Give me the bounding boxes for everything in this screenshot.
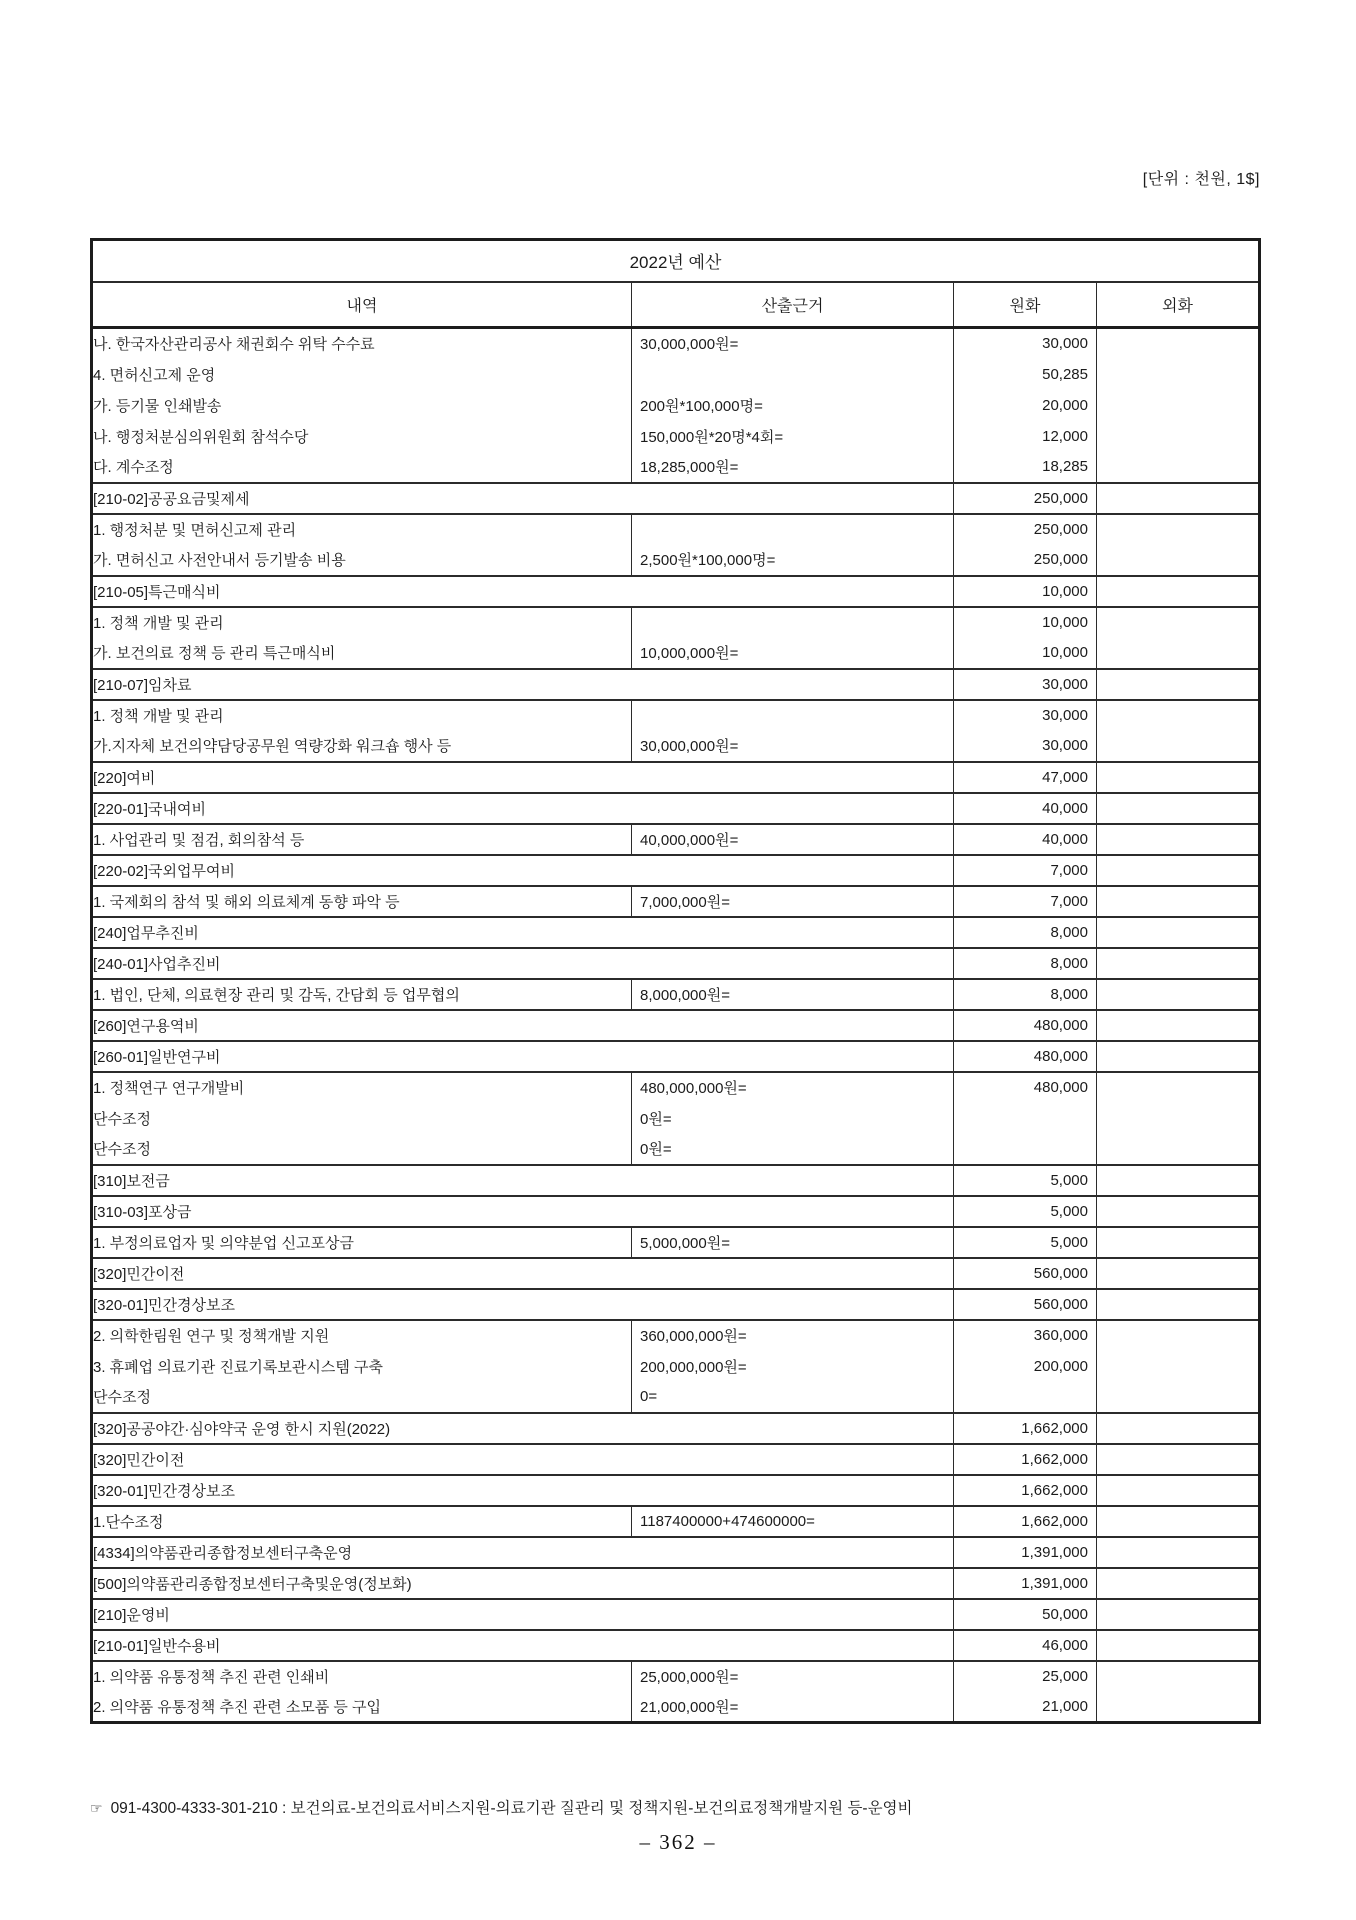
fx-amount-cell	[1097, 979, 1260, 1010]
calc-basis-cell: 150,000원*20명*4회=	[632, 421, 954, 452]
table-row	[92, 1041, 1260, 1072]
table-row	[92, 1351, 1260, 1382]
detail-row-group	[92, 824, 1260, 855]
krw-amount-cell: 10,000	[954, 638, 1097, 669]
table-row	[92, 1475, 1260, 1506]
fx-amount-cell	[1097, 1134, 1260, 1165]
item-name-cell: 1. 국제회의 참석 및 해외 의료체계 동향 파악 등	[92, 886, 632, 917]
fx-amount-cell	[1097, 1506, 1260, 1537]
unit-label: [단위 : 천원, 1$]	[1142, 171, 1260, 188]
krw-amount-cell: 20,000	[954, 390, 1097, 421]
krw-amount-cell: 21,000	[954, 1692, 1097, 1723]
item-name-cell: [240]업무추진비	[92, 917, 954, 948]
krw-amount-cell: 8,000	[954, 979, 1097, 1010]
krw-amount-cell: 1,662,000	[954, 1475, 1097, 1506]
table-row	[92, 1692, 1260, 1723]
fx-amount-cell	[1097, 886, 1260, 917]
krw-amount-cell: 480,000	[954, 1010, 1097, 1041]
fx-amount-cell	[1097, 1351, 1260, 1382]
item-name-cell: 1. 정책 개발 및 관리	[92, 700, 632, 731]
fx-amount-cell	[1097, 359, 1260, 390]
krw-amount-cell: 1,391,000	[954, 1568, 1097, 1599]
table-row	[92, 638, 1260, 669]
fx-amount-cell	[1097, 855, 1260, 886]
item-name-cell: [320]민간이전	[92, 1258, 954, 1289]
krw-amount-cell: 7,000	[954, 855, 1097, 886]
calc-basis-cell: 25,000,000원=	[632, 1661, 954, 1692]
krw-amount-cell: 560,000	[954, 1289, 1097, 1320]
item-name-cell: [220]여비	[92, 762, 954, 793]
table-row	[92, 1227, 1260, 1258]
table-row	[92, 359, 1260, 390]
item-name-cell: 4. 면허신고제 운영	[92, 359, 632, 390]
calc-basis-cell: 10,000,000원=	[632, 638, 954, 669]
table-row	[92, 979, 1260, 1010]
section-row-group	[92, 1165, 1260, 1196]
fx-amount-cell	[1097, 1072, 1260, 1103]
krw-amount-cell: 10,000	[954, 607, 1097, 638]
table-row	[92, 793, 1260, 824]
detail-row-group	[92, 886, 1260, 917]
item-name-cell: 2. 의약품 유통정책 추진 관련 소모품 등 구입	[92, 1692, 632, 1723]
detail-row-group	[92, 328, 1260, 483]
item-name-cell: 3. 휴폐업 의료기관 진료기록보관시스템 구축	[92, 1351, 632, 1382]
fx-amount-cell	[1097, 328, 1260, 359]
item-name-cell: [310-03]포상금	[92, 1196, 954, 1227]
table-row	[92, 1165, 1260, 1196]
krw-amount-cell: 250,000	[954, 545, 1097, 576]
item-name-cell: [240-01]사업추진비	[92, 948, 954, 979]
fx-amount-cell	[1097, 1661, 1260, 1692]
calc-basis-cell: 200원*100,000명=	[632, 390, 954, 421]
item-name-cell: [210]운영비	[92, 1599, 954, 1630]
table-row	[92, 1630, 1260, 1661]
fx-amount-cell	[1097, 1041, 1260, 1072]
fx-amount-cell	[1097, 452, 1260, 483]
calc-basis-cell: 360,000,000원=	[632, 1320, 954, 1351]
fx-amount-cell	[1097, 576, 1260, 607]
item-name-cell: [320]공공야간·심야약국 운영 한시 지원(2022)	[92, 1413, 954, 1444]
fx-amount-cell	[1097, 700, 1260, 731]
table-title-row	[92, 240, 1260, 282]
item-name-cell: 1. 법인, 단체, 의료현장 관리 및 감독, 간담회 등 업무협의	[92, 979, 632, 1010]
fx-amount-cell	[1097, 1320, 1260, 1351]
krw-amount-cell: 480,000	[954, 1072, 1097, 1103]
table-row	[92, 1134, 1260, 1165]
section-row-group	[92, 1475, 1260, 1506]
table-row	[92, 328, 1260, 359]
section-row-group	[92, 1413, 1260, 1444]
item-name-cell: [220-02]국외업무여비	[92, 855, 954, 886]
calc-basis-cell: 18,285,000원=	[632, 452, 954, 483]
item-name-cell: [500]의약품관리종합정보센터구축및운영(정보화)	[92, 1568, 954, 1599]
detail-row-group	[92, 1320, 1260, 1413]
table-row	[92, 576, 1260, 607]
table-row	[92, 762, 1260, 793]
calc-basis-cell: 1187400000+474600000=	[632, 1506, 954, 1537]
item-name-cell: 단수조정	[92, 1103, 632, 1134]
calc-basis-cell: 30,000,000원=	[632, 731, 954, 762]
calc-basis-cell: 0원=	[632, 1103, 954, 1134]
detail-row-group	[92, 1506, 1260, 1537]
fx-amount-cell	[1097, 1196, 1260, 1227]
detail-row-group	[92, 979, 1260, 1010]
item-name-cell: [210-01]일반수용비	[92, 1630, 954, 1661]
krw-amount-cell	[954, 1134, 1097, 1165]
section-row-group	[92, 483, 1260, 514]
item-name-cell: 1.단수조정	[92, 1506, 632, 1537]
item-name-cell: [260]연구용역비	[92, 1010, 954, 1041]
detail-row-group	[92, 514, 1260, 576]
section-row-group	[92, 1258, 1260, 1289]
page-number: – 362 –	[639, 1830, 717, 1854]
krw-amount-cell: 10,000	[954, 576, 1097, 607]
fx-amount-cell	[1097, 1475, 1260, 1506]
krw-amount-cell: 25,000	[954, 1661, 1097, 1692]
section-row-group	[92, 1444, 1260, 1475]
section-row-group	[92, 762, 1260, 793]
item-name-cell: [310]보전금	[92, 1165, 954, 1196]
krw-amount-cell: 46,000	[954, 1630, 1097, 1661]
fx-amount-cell	[1097, 1010, 1260, 1041]
calc-basis-cell: 480,000,000원=	[632, 1072, 954, 1103]
fx-amount-cell	[1097, 545, 1260, 576]
item-name-cell: 1. 행정처분 및 면허신고제 관리	[92, 514, 632, 545]
table-row	[92, 917, 1260, 948]
table-row	[92, 1382, 1260, 1413]
fx-amount-cell	[1097, 1692, 1260, 1723]
calc-basis-cell	[632, 514, 954, 545]
calc-basis-cell	[632, 607, 954, 638]
table-row	[92, 1444, 1260, 1475]
krw-amount-cell: 18,285	[954, 452, 1097, 483]
item-name-cell: [210-05]특근매식비	[92, 576, 954, 607]
fx-amount-cell	[1097, 669, 1260, 700]
table-row	[92, 1289, 1260, 1320]
fx-amount-cell	[1097, 1103, 1260, 1134]
item-name-cell: [320-01]민간경상보조	[92, 1475, 954, 1506]
item-name-cell: 1. 부정의료업자 및 의약분업 신고포상금	[92, 1227, 632, 1258]
item-name-cell: 단수조정	[92, 1382, 632, 1413]
section-row-group	[92, 855, 1260, 886]
item-name-cell: 가.지자체 보건의약담당공무원 역량강화 워크숍 행사 등	[92, 731, 632, 762]
krw-amount-cell: 5,000	[954, 1227, 1097, 1258]
table-row	[92, 607, 1260, 638]
fx-amount-cell	[1097, 1382, 1260, 1413]
krw-amount-cell: 1,662,000	[954, 1413, 1097, 1444]
table-row	[92, 452, 1260, 483]
fx-amount-cell	[1097, 1258, 1260, 1289]
table-row	[92, 824, 1260, 855]
table-row	[92, 1258, 1260, 1289]
section-row-group	[92, 1196, 1260, 1227]
item-name-cell: 나. 한국자산관리공사 채권회수 위탁 수수료	[92, 328, 632, 359]
item-name-cell: 1. 사업관리 및 점검, 회의참석 등	[92, 824, 632, 855]
calc-basis-cell: 0원=	[632, 1134, 954, 1165]
column-header-fx: 외화	[1097, 282, 1260, 328]
table-row	[92, 855, 1260, 886]
table-row	[92, 390, 1260, 421]
table-row	[92, 1072, 1260, 1103]
calc-basis-cell: 8,000,000원=	[632, 979, 954, 1010]
section-row-group	[92, 1289, 1260, 1320]
section-row-group	[92, 576, 1260, 607]
calc-basis-cell	[632, 700, 954, 731]
item-name-cell: 가. 보건의료 정책 등 관리 특근매식비	[92, 638, 632, 669]
column-header-detail: 내역	[92, 282, 632, 328]
krw-amount-cell: 1,391,000	[954, 1537, 1097, 1568]
item-name-cell: [210-07]임차료	[92, 669, 954, 700]
fx-amount-cell	[1097, 638, 1260, 669]
footnote	[90, 1796, 1270, 1818]
table-row	[92, 421, 1260, 452]
krw-amount-cell: 50,285	[954, 359, 1097, 390]
table-row	[92, 1506, 1260, 1537]
table-row	[92, 514, 1260, 545]
fx-amount-cell	[1097, 948, 1260, 979]
krw-amount-cell: 30,000	[954, 669, 1097, 700]
item-name-cell: [260-01]일반연구비	[92, 1041, 954, 1072]
section-row-group	[92, 948, 1260, 979]
krw-amount-cell	[954, 1103, 1097, 1134]
item-name-cell: [320]민간이전	[92, 1444, 954, 1475]
table-row	[92, 1599, 1260, 1630]
fx-amount-cell	[1097, 1444, 1260, 1475]
krw-amount-cell: 7,000	[954, 886, 1097, 917]
fx-amount-cell	[1097, 483, 1260, 514]
krw-amount-cell: 480,000	[954, 1041, 1097, 1072]
fx-amount-cell	[1097, 1630, 1260, 1661]
table-header-row	[92, 282, 1260, 328]
krw-amount-cell	[954, 1382, 1097, 1413]
fx-amount-cell	[1097, 917, 1260, 948]
calc-basis-cell: 0=	[632, 1382, 954, 1413]
table-row	[92, 948, 1260, 979]
calc-basis-cell: 2,500원*100,000명=	[632, 545, 954, 576]
detail-row-group	[92, 607, 1260, 669]
krw-amount-cell: 30,000	[954, 731, 1097, 762]
krw-amount-cell: 1,662,000	[954, 1506, 1097, 1537]
fx-amount-cell	[1097, 1227, 1260, 1258]
table-row	[92, 1661, 1260, 1692]
item-name-cell: 2. 의학한림원 연구 및 정책개발 지원	[92, 1320, 632, 1351]
table-row	[92, 669, 1260, 700]
item-name-cell: 다. 계수조정	[92, 452, 632, 483]
detail-row-group	[92, 1227, 1260, 1258]
item-name-cell: 가. 면허신고 사전안내서 등기발송 비용	[92, 545, 632, 576]
krw-amount-cell: 360,000	[954, 1320, 1097, 1351]
item-name-cell: [4334]의약품관리종합정보센터구축운영	[92, 1537, 954, 1568]
section-row-group	[92, 1568, 1260, 1599]
krw-amount-cell: 40,000	[954, 793, 1097, 824]
fx-amount-cell	[1097, 1599, 1260, 1630]
section-row-group	[92, 793, 1260, 824]
table-row	[92, 700, 1260, 731]
column-header-calc-basis: 산출근거	[632, 282, 954, 328]
item-name-cell: 단수조정	[92, 1134, 632, 1165]
krw-amount-cell: 5,000	[954, 1165, 1097, 1196]
column-header-krw: 원화	[954, 282, 1097, 328]
table-row	[92, 483, 1260, 514]
table-row	[92, 1196, 1260, 1227]
budget-table	[90, 238, 1261, 1724]
krw-amount-cell: 5,000	[954, 1196, 1097, 1227]
krw-amount-cell: 47,000	[954, 762, 1097, 793]
fx-amount-cell	[1097, 1568, 1260, 1599]
table-row	[92, 545, 1260, 576]
krw-amount-cell: 8,000	[954, 948, 1097, 979]
fx-amount-cell	[1097, 390, 1260, 421]
krw-amount-cell: 200,000	[954, 1351, 1097, 1382]
table-row	[92, 1010, 1260, 1041]
table-row	[92, 1568, 1260, 1599]
calc-basis-cell	[632, 359, 954, 390]
calc-basis-cell: 200,000,000원=	[632, 1351, 954, 1382]
fx-amount-cell	[1097, 1165, 1260, 1196]
fx-amount-cell	[1097, 1413, 1260, 1444]
item-name-cell: 1. 정책연구 연구개발비	[92, 1072, 632, 1103]
calc-basis-cell: 30,000,000원=	[632, 328, 954, 359]
krw-amount-cell: 30,000	[954, 328, 1097, 359]
krw-amount-cell: 250,000	[954, 514, 1097, 545]
calc-basis-cell: 21,000,000원=	[632, 1692, 954, 1723]
section-row-group	[92, 1010, 1260, 1041]
fx-amount-cell	[1097, 607, 1260, 638]
item-name-cell: 1. 의약품 유통정책 추진 관련 인쇄비	[92, 1661, 632, 1692]
section-row-group	[92, 1599, 1260, 1630]
footnote-text: 091-4300-4333-301-210 : 보건의료-보건의료서비스지원-의료기관 질관리 및 정책지원-보건의료정책개발지원 등-운영비	[110, 1800, 913, 1817]
fx-amount-cell	[1097, 1537, 1260, 1568]
table-row	[92, 1320, 1260, 1351]
item-name-cell: [210-02]공공요금및제세	[92, 483, 954, 514]
krw-amount-cell: 1,662,000	[954, 1444, 1097, 1475]
item-name-cell: [320-01]민간경상보조	[92, 1289, 954, 1320]
calc-basis-cell: 40,000,000원=	[632, 824, 954, 855]
item-name-cell: [220-01]국내여비	[92, 793, 954, 824]
krw-amount-cell: 50,000	[954, 1599, 1097, 1630]
detail-row-group	[92, 1661, 1260, 1723]
table-row	[92, 1103, 1260, 1134]
calc-basis-cell: 5,000,000원=	[632, 1227, 954, 1258]
item-name-cell: 1. 정책 개발 및 관리	[92, 607, 632, 638]
detail-row-group	[92, 700, 1260, 762]
table-row	[92, 886, 1260, 917]
krw-amount-cell: 250,000	[954, 483, 1097, 514]
fx-amount-cell	[1097, 1289, 1260, 1320]
section-row-group	[92, 917, 1260, 948]
section-row-group	[92, 669, 1260, 700]
detail-row-group	[92, 1072, 1260, 1165]
krw-amount-cell: 40,000	[954, 824, 1097, 855]
table-row	[92, 731, 1260, 762]
item-name-cell: 가. 등기물 인쇄발송	[92, 390, 632, 421]
calc-basis-cell: 7,000,000원=	[632, 886, 954, 917]
table-row	[92, 1413, 1260, 1444]
krw-amount-cell: 8,000	[954, 917, 1097, 948]
fx-amount-cell	[1097, 824, 1260, 855]
pointing-hand-icon: ☞	[90, 1800, 103, 1816]
section-row-group	[92, 1630, 1260, 1661]
section-row-group	[92, 1537, 1260, 1568]
fx-amount-cell	[1097, 731, 1260, 762]
krw-amount-cell: 560,000	[954, 1258, 1097, 1289]
section-row-group	[92, 1041, 1260, 1072]
table-row	[92, 1537, 1260, 1568]
item-name-cell: 나. 행정처분심의위원회 참석수당	[92, 421, 632, 452]
fx-amount-cell	[1097, 762, 1260, 793]
fx-amount-cell	[1097, 793, 1260, 824]
krw-amount-cell: 30,000	[954, 700, 1097, 731]
table-title: 2022년 예산	[92, 240, 1260, 282]
krw-amount-cell: 12,000	[954, 421, 1097, 452]
fx-amount-cell	[1097, 514, 1260, 545]
fx-amount-cell	[1097, 421, 1260, 452]
